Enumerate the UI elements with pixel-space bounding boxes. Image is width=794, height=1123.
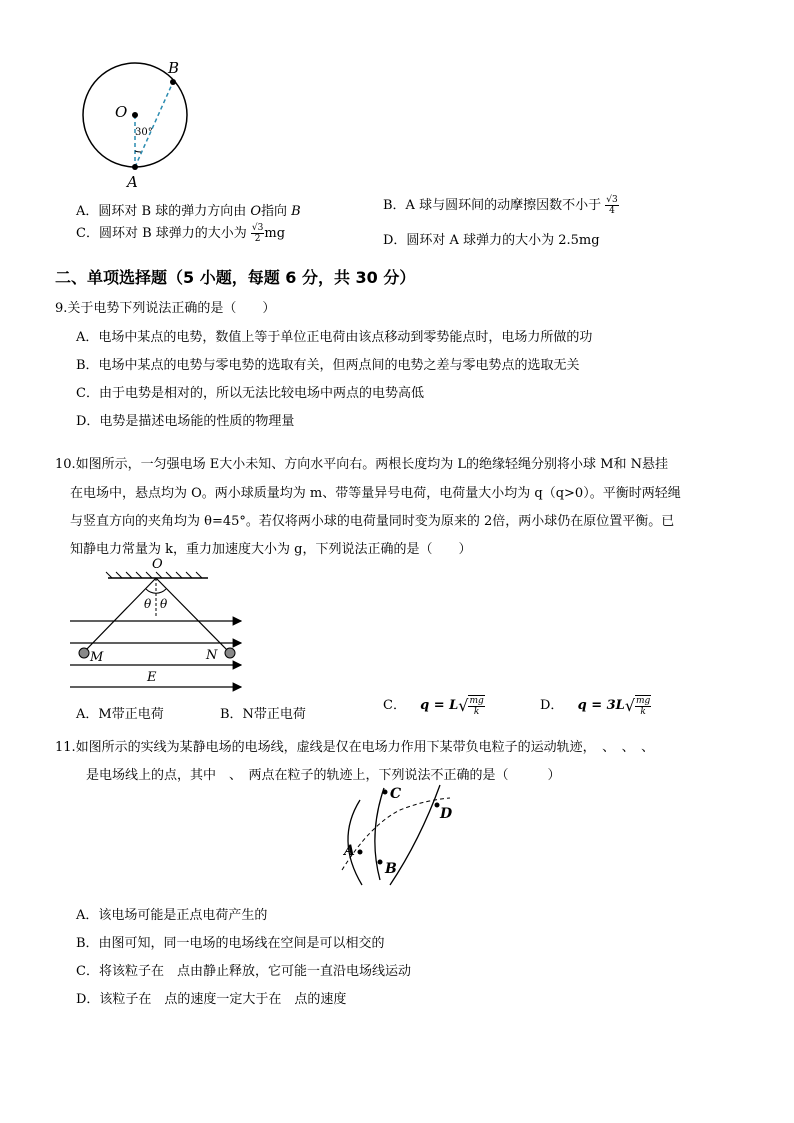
q10-opt-d-expr: q = 3L <box>577 698 625 713</box>
q11-label-D: D <box>440 806 453 822</box>
q9-option-c[interactable]: C．由于电势是相对的，所以无法比较电场中两点的电势高低 <box>76 386 424 401</box>
q10-stem-line4: 知静电力常量为 k，重力加速度大小为 g，下列说法正确的是（ ） <box>70 542 472 557</box>
q8-opt-c-text: C．圆环对 B 球弹力的大小为 <box>76 226 251 241</box>
q11-label-A: A <box>344 843 355 859</box>
q11-stem-line2: 是电场线上的点，其中 、 两点在粒子的轨迹上，下列说法不正确的是（ ） <box>86 768 561 783</box>
q10-opt-d-sqrt: √ <box>624 696 636 715</box>
q9-option-a[interactable]: A．电场中某点的电势，数值上等于单位正电荷由该点移动到零势能点时，电场力所做的功 <box>76 330 593 345</box>
q8-opt-a-mid: 指向 <box>261 204 292 219</box>
q10-opt-c-fraction: $\frac{mg}{k}$ <box>469 695 484 717</box>
q10-label-E: E <box>147 670 157 685</box>
q11-label-B: B <box>385 861 397 877</box>
q8-opt-a-b: B <box>291 204 301 219</box>
q8-angle-label: 30° <box>135 127 153 138</box>
q8-opt-a-o: O <box>250 204 262 219</box>
q8-option-c[interactable] <box>76 222 285 244</box>
q8-option-a[interactable] <box>76 200 301 219</box>
q10-label-theta1: θ <box>144 597 152 611</box>
q10-option-b[interactable]: B．N带正电荷 <box>220 707 306 722</box>
q9-stem: 9.关于电势下列说法正确的是（ ） <box>55 301 276 316</box>
q10-option-d[interactable] <box>540 694 651 717</box>
q10-opt-c-expr: q = L <box>420 698 459 713</box>
q10-stem-line2: 在电场中，悬点均为 O。两小球质量均为 m、带等量异号电荷，电荷量大小均为 q（q>0）。平衡时两轻绳 <box>70 486 681 501</box>
q10-option-c[interactable] <box>383 694 485 717</box>
q10-opt-c-prefix: C． <box>383 698 406 713</box>
q11-option-b[interactable]: B．由图可知，同一电场的电场线在空间是可以相交的 <box>76 936 385 951</box>
q9-option-b[interactable]: B．电场中某点的电势与零电势的选取有关，但两点间的电势之差与零电势点的选取无关 <box>76 358 580 373</box>
q11-option-a[interactable]: A．该电场可能是正点电荷产生的 <box>76 908 268 923</box>
q10-opt-c-sqrt: √ <box>458 696 469 715</box>
q11-stem-line1: 11.如图所示的实线为某静电场的电场线，虚线是仅在电场力作用下某带负电粒子的运动轨迹， 、 、 、 <box>55 740 655 755</box>
q10-label-O: O <box>152 557 163 572</box>
q8-option-b[interactable] <box>383 194 619 216</box>
q8-circle-diagram <box>75 55 205 195</box>
q10-opt-d-fraction: $\frac{mg}{k}$ <box>636 695 651 717</box>
q11-diagram <box>330 780 470 890</box>
q10-stem-line3: 与竖直方向的夹角均为 θ=45°。若仅将两小球的电荷量同时变为原来的 2倍，两小球仍在原位置平衡。已 <box>70 514 675 529</box>
q10-label-theta2: θ <box>160 597 168 611</box>
q8-opt-c-unit: mg <box>264 226 286 241</box>
q10-stem-line1: 10.如图所示，一匀强电场 E大小未知、方向水平向右。两根长度均为 L的绝缘轻绳分别将小球 M和 N悬挂 <box>55 457 669 472</box>
q11-option-c[interactable]: C．将该粒子在 点由静止释放，它可能一直沿电场线运动 <box>76 964 411 979</box>
q8-opt-d-text: D．圆环对 A 球弹力的大小为 2.5mg <box>383 233 600 248</box>
q11-option-d[interactable]: D．该粒子在 点的速度一定大于在 点的速度 <box>76 992 347 1007</box>
q10-diagram <box>66 556 251 696</box>
q8-label-B: B <box>168 59 180 77</box>
q11-label-C: C <box>390 786 402 802</box>
q8-label-A: A <box>127 173 138 191</box>
q10-option-a[interactable]: A．M带正电荷 <box>76 707 164 722</box>
section-title: 二、单项选择题（5 小题，每题 6 分，共 30 分） <box>55 268 416 287</box>
q10-opt-d-prefix: D． <box>540 698 564 713</box>
q10-label-M: M <box>90 650 104 665</box>
q9-option-d[interactable]: D．电势是描述电场能的性质的物理量 <box>76 414 295 429</box>
q8-opt-a-prefix: A．圆环对 B 球的弹力方向由 <box>76 204 251 219</box>
q8-label-O: O <box>115 103 128 121</box>
q8-opt-c-fraction: $\frac{√3}{2}$ <box>251 223 264 244</box>
q10-label-N: N <box>206 648 218 663</box>
q8-opt-b-fraction: $\frac{√3}{4}$ <box>606 195 618 216</box>
q8-opt-b-text: B．A 球与圆环间的动摩擦因数不小于 <box>383 198 606 213</box>
q8-option-d[interactable] <box>383 229 600 248</box>
